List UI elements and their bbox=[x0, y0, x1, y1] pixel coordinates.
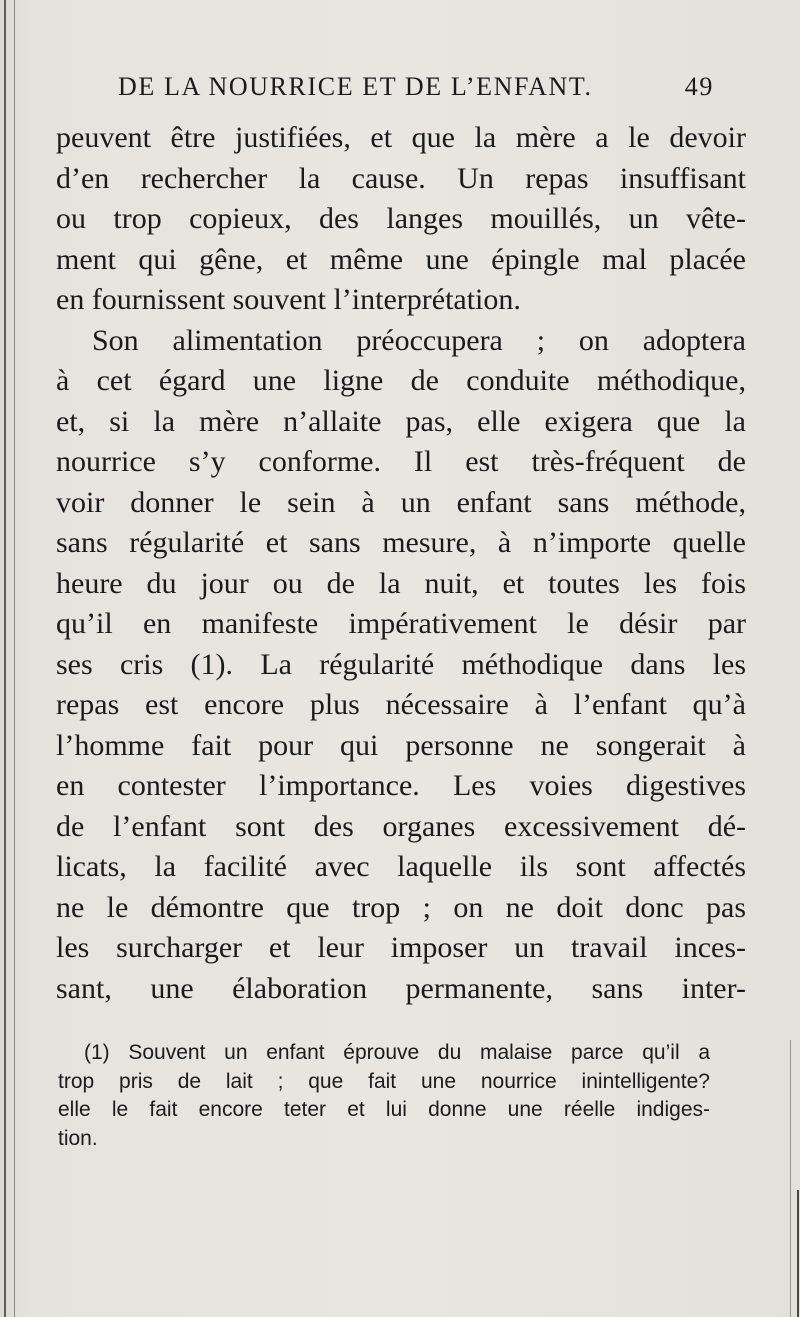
right-edge-line bbox=[790, 1040, 791, 1317]
footnote-line: trop pris de lait ; que fait une nourrice inintelligente? bbox=[58, 1069, 710, 1093]
binding-edge-shadow bbox=[4, 0, 6, 1317]
text-line: les surcharger et leur imposer un travail inces- bbox=[56, 931, 746, 964]
text-line: de l’enfant sont des organes excessivement dé- bbox=[56, 809, 746, 843]
text-line: d’en rechercher la cause. Un repas insuffisant bbox=[56, 161, 746, 195]
body-text bbox=[56, 118, 746, 1009]
text-line: qu’il en manifeste impérativement le désir par bbox=[56, 607, 746, 640]
page-header bbox=[118, 72, 714, 112]
text-line: heure du jour ou de la nuit, et toutes les fois bbox=[56, 566, 746, 600]
text-line: et, si la mère n’allaite pas, elle exigera que la bbox=[56, 404, 746, 438]
text-line: sant, une élaboration permanente, sans inter- bbox=[56, 971, 746, 1005]
running-title: DE LA NOURRICE ET DE L’ENFANT. bbox=[118, 72, 593, 101]
footnote-line: elle le fait encore teter et lui donne une réelle indiges- bbox=[58, 1098, 710, 1121]
footnote bbox=[58, 1039, 710, 1153]
text-line: peuvent être justifiées, et que la mère a le devoir bbox=[56, 121, 746, 154]
footnote-line: tion. bbox=[58, 1126, 98, 1150]
text-line: ment qui gêne, et même une épingle mal placée bbox=[56, 242, 746, 276]
text-line: ses cris (1). La régularité méthodique dans les bbox=[56, 647, 746, 681]
text-line: en fournissent souvent l’interprétation. bbox=[56, 283, 521, 316]
footnote-line: (1) Souvent un enfant éprouve du malaise parce qu’il a bbox=[84, 1041, 710, 1064]
text-line: en contester l’importance. Les voies digestives bbox=[56, 769, 746, 802]
text-line: à cet égard une ligne de conduite méthodique, bbox=[56, 364, 746, 397]
right-edge-shadow bbox=[797, 1190, 799, 1317]
text-line: sans régularité et sans mesure, à n’importe quelle bbox=[56, 526, 746, 559]
binding-edge-line bbox=[14, 0, 15, 1317]
page-number: 49 bbox=[684, 72, 714, 101]
text-line: voir donner le sein à un enfant sans méthode, bbox=[56, 485, 746, 519]
text-line: ne le démontre que trop ; on ne doit donc pas bbox=[56, 890, 746, 924]
text-line: licats, la facilité avec laquelle ils sont affectés bbox=[56, 850, 746, 883]
text-line: ou trop copieux, des langes mouillés, un vête- bbox=[56, 202, 746, 235]
text-line: l’homme fait pour qui personne ne songerait à bbox=[56, 728, 746, 762]
text-line: repas est encore plus nécessaire à l’enfant qu’à bbox=[56, 688, 746, 721]
text-line: nourrice s’y conforme. Il est très-fréquent de bbox=[56, 445, 746, 478]
text-line: Son alimentation préoccupera ; on adoptera bbox=[92, 323, 746, 357]
